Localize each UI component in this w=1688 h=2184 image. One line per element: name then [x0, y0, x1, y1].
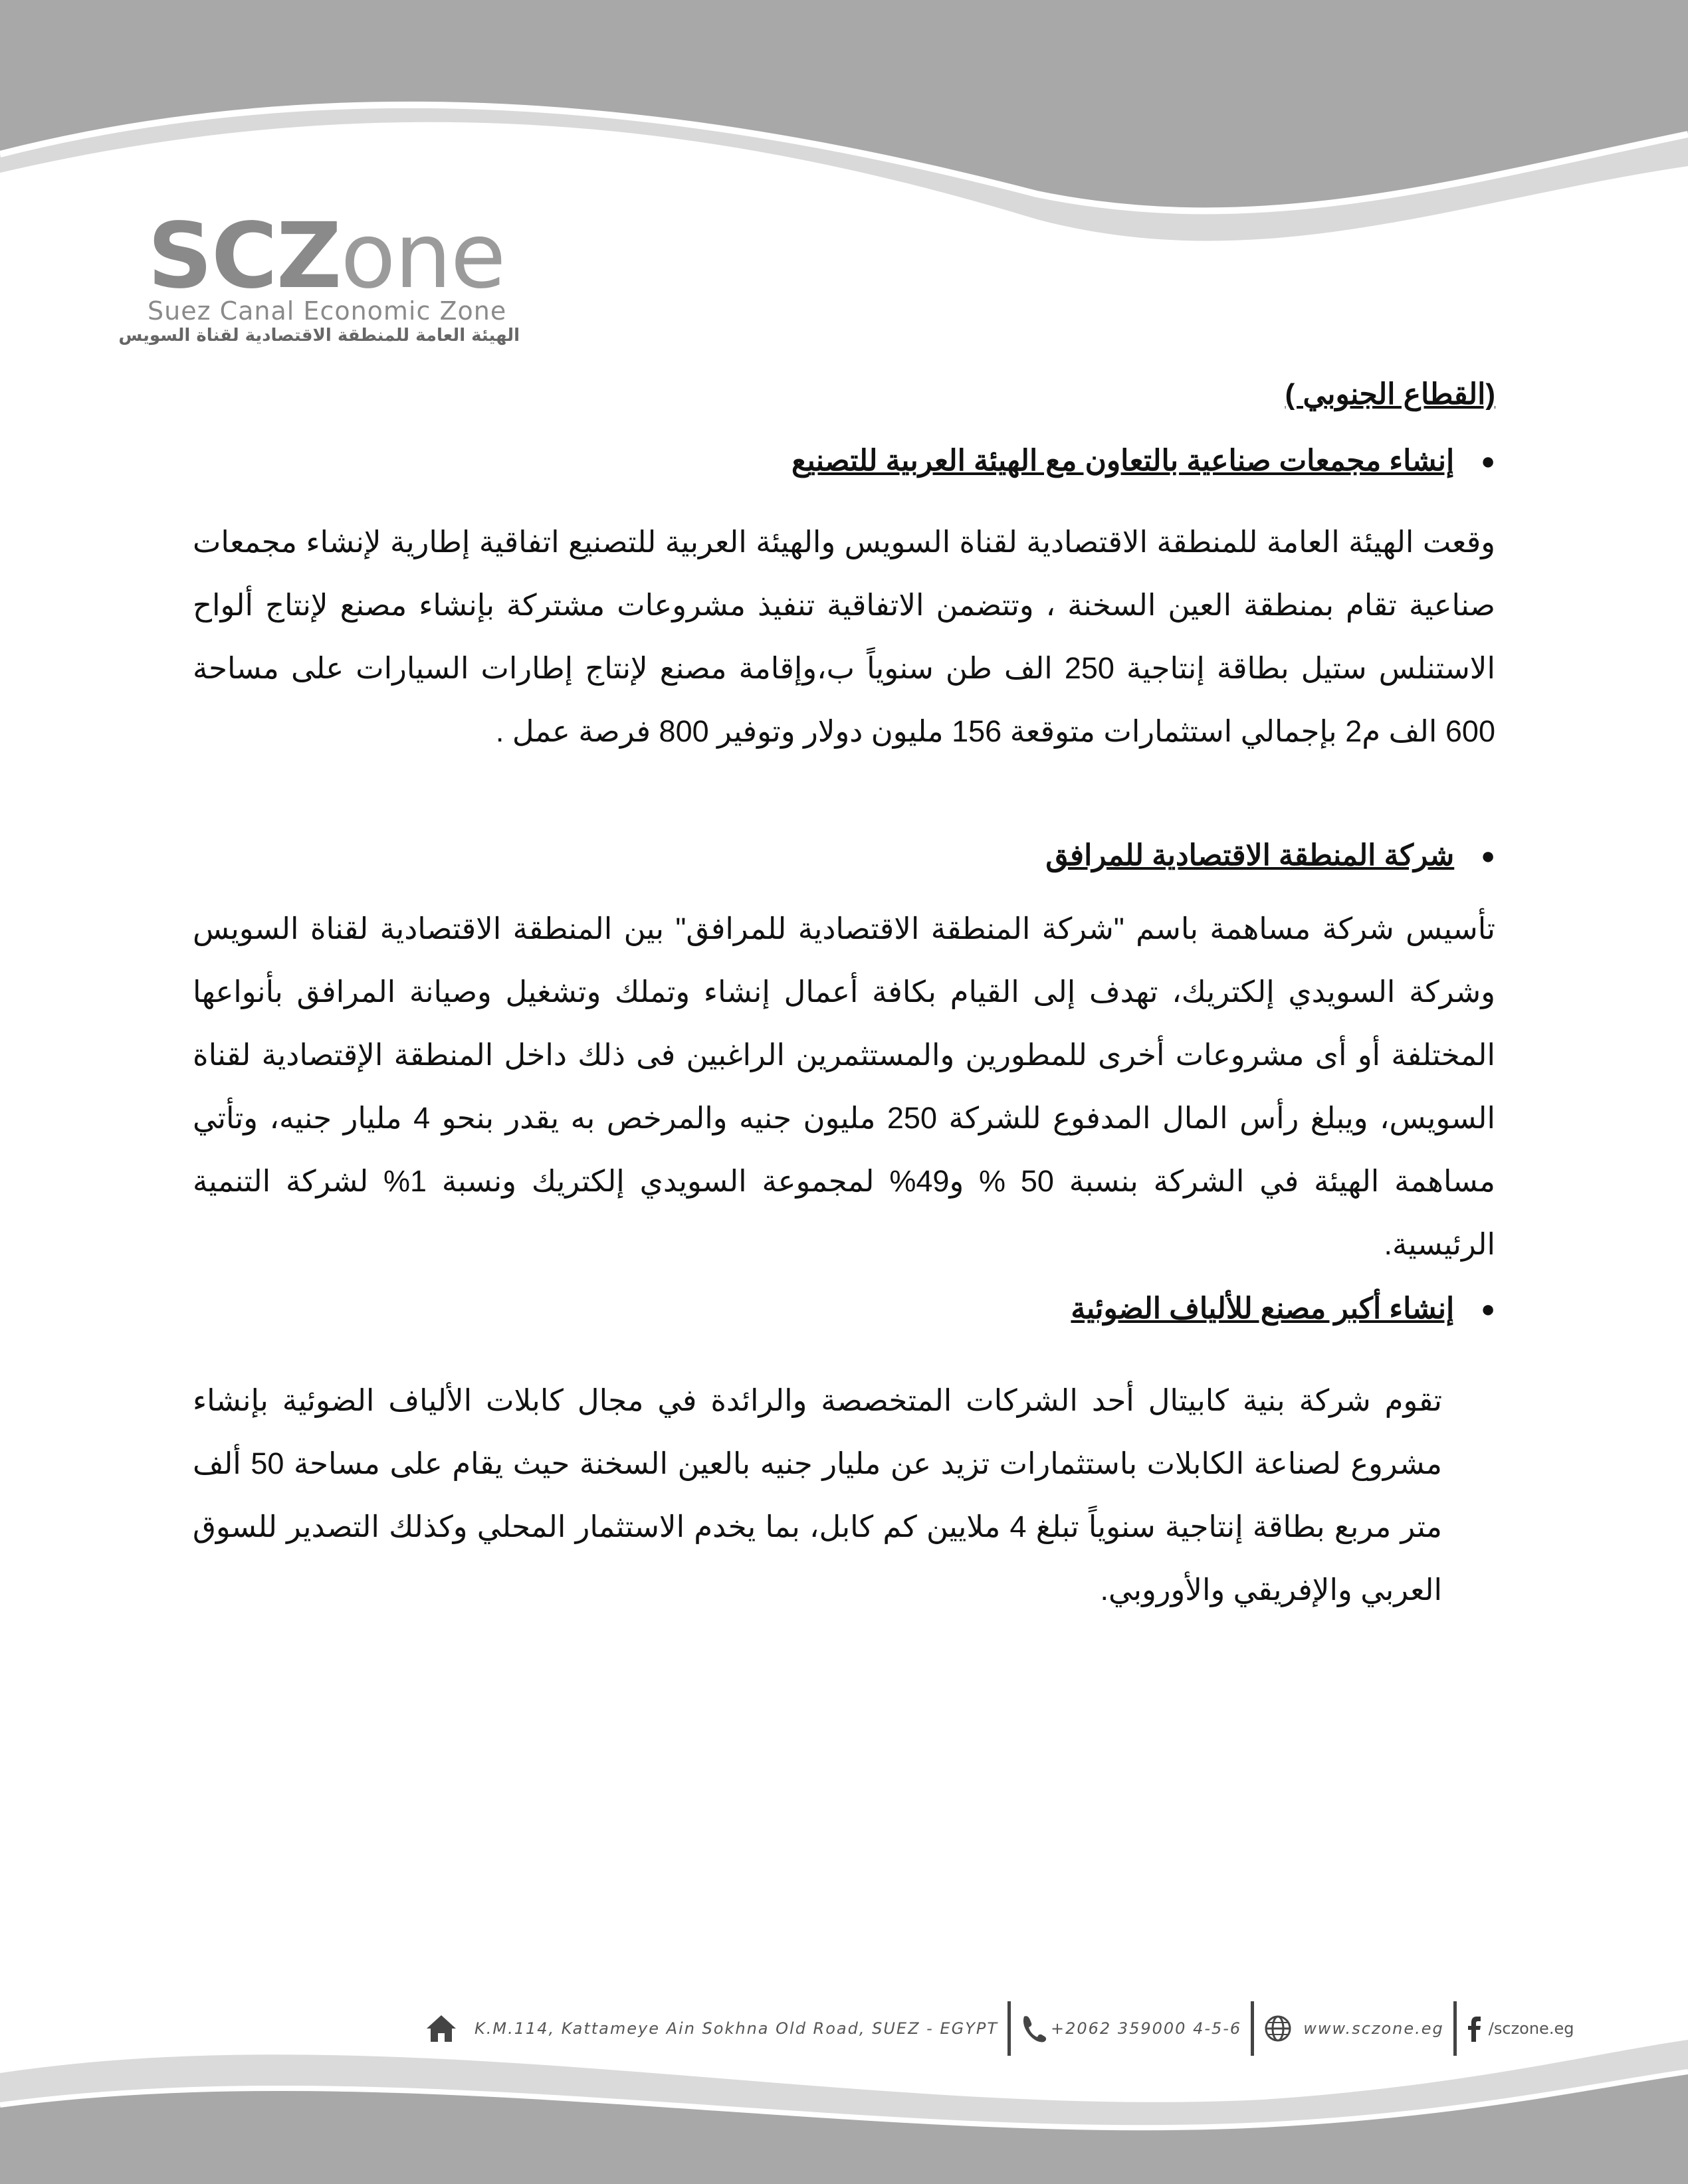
footer-address — [425, 2014, 998, 2043]
section-body-2: تأسيس شركة مساهمة باسم "شركة المنطقة الاقتصادية للمرافق" بين المنطقة الاقتصادية لقناة السويس وشركة السويدي إلكتريك، تهدف إلى القيام بكافة أعمال إنشاء وتملك وتشغيل وصيانة المرافق بأنواعها المختلفة أو أى مشروعات أخرى للمطورين والمستثمرين الراغبين فى ذلك داخل المنطقة الإقتصادية لقناة السويس، ويبلغ رأس المال المدفوع للشركة 250 مليون جنيه والمرخص به يقدر بنحو 4 مليار جنيه، وتأتي مساهمة الهيئة في الشركة بنسبة 50 % و49% لمجموعة السويدي إلكتريك ونسبة 1% لشركة التنمية الرئيسية. — [193, 912, 1495, 1261]
website-text[interactable]: www.sczone.eg — [1303, 2019, 1444, 2038]
footer-contact-bar — [425, 2000, 1608, 2057]
globe-icon — [1263, 2014, 1293, 2043]
facebook-text[interactable]: /sczone.eg — [1488, 2019, 1574, 2038]
sczone-logo — [118, 204, 520, 346]
footer-facebook — [1466, 2014, 1574, 2043]
bullet-icon: ● — [1481, 841, 1495, 869]
phone-icon — [1020, 2014, 1047, 2043]
facebook-icon — [1466, 2014, 1482, 2043]
logo-english-name: Suez Canal Economic Zone — [148, 296, 507, 326]
home-icon — [425, 2014, 457, 2043]
logo-arabic-name: الهيئة العامة للمنطقة الاقتصادية لقناة السويس — [118, 326, 520, 346]
footer-separator — [1007, 2001, 1011, 2056]
footer-website — [1263, 2014, 1444, 2043]
address-text: K.M.114, Kattameye Ain Sokhna Old Road, SUEZ - EGYPT — [475, 2019, 998, 2038]
sector-title: (القطاع الجنوبي ) — [1285, 378, 1495, 411]
top-wave-dark — [0, 0, 1688, 209]
footer-separator — [1453, 2001, 1457, 2056]
section-heading-2: ● شركة المنطقة الاقتصادية للمرافق — [1045, 839, 1495, 872]
footer-separator — [1251, 2001, 1254, 2056]
section-body-1: وقعت الهيئة العامة للمنطقة الاقتصادية لقناة السويس والهيئة العربية للتصنيع اتفاقية إطارية لإنشاء مجمعات صناعية تقام بمنطقة العين السخنة ، وتتضمن الاتفاقية تنفيذ مشروعات مشتركة بإنشاء مصنع لإنتاج ألواح الاستنلس ستيل بطاقة إنتاجية 250 الف طن سنوياً ب،وإقامة مصنع لإنتاج إطارات السيارات على مساحة 600 الف م2 بإجمالي استثمارات متوقعة 156 مليون دولار وتوفير 800 فرصة عمل . — [193, 525, 1495, 748]
section-heading-3: ● إنشاء أكبر مصنع للألياف الضوئية — [1071, 1292, 1495, 1325]
bullet-icon: ● — [1481, 1294, 1495, 1322]
phone-text: +2062 359000 4-5-6 — [1051, 2019, 1242, 2038]
section-heading-1: ● إنشاء مجمعات صناعية بالتعاون مع الهيئة العربية للتصنيع — [791, 445, 1495, 477]
section-body-3: تقوم شركة بنية كابيتال أحد الشركات المتخصصة والرائدة في مجال كابلات الألياف الضوئية بإنشاء مشروع لصناعة الكابلات باستثمارات تزيد عن مليار جنيه بالعين السخنة حيث يقام على مساحة 50 ألف متر مربع بطاقة إنتاجية سنوياً تبلغ 4 ملايين كم كابل، بما يخدم الاستثمار المحلي وكذلك التصدير للسوق العربي والإفريقي والأوروبي. — [193, 1383, 1442, 1607]
bullet-icon: ● — [1481, 447, 1495, 474]
footer-phone — [1020, 2014, 1241, 2043]
logo-wordmark: SCZone — [148, 204, 505, 309]
